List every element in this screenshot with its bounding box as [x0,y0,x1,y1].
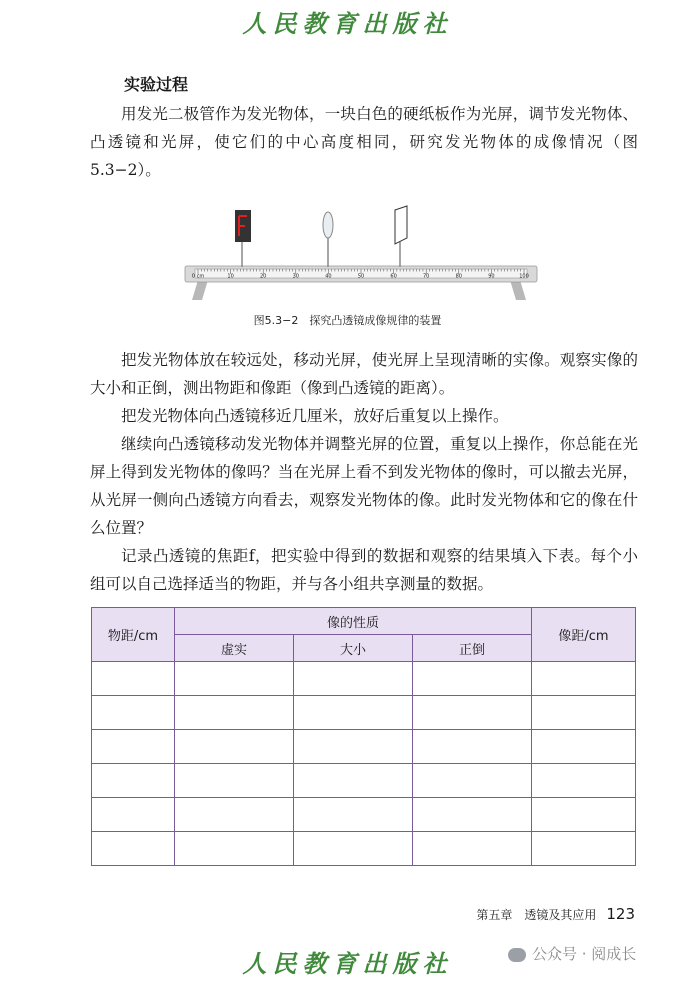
table-row [92,662,636,696]
header-image-distance: 像距/cm [532,608,636,662]
ruler-label: 90 [488,273,495,280]
table-cell [294,696,413,730]
paragraph-step3: 继续向凸透镜移动发光物体并调整光屏的位置，重复以上操作，你总能在光屏上得到发光物体的像吗？当在光屏上看不到发光物体的像时，可以撤去光屏，从光屏一侧向凸透镜方向看去，观察发光物体的像。此时发光物体和它的像在什么位置？ [90,435,638,537]
table-cell [175,764,294,798]
table-cell [413,764,532,798]
table-cell [294,730,413,764]
publisher-logo-top: 人民教育出版社 [242,9,453,38]
page-number: 123 [606,905,635,923]
header-object-distance: 物距/cm [92,608,175,662]
bench-right-leg [510,280,526,300]
table-cell [532,764,636,798]
table-cell [175,798,294,832]
table-cell [92,832,175,866]
figure-caption: 图5.3−2 探究凸透镜成像规律的装置 [253,314,442,327]
light-screen [395,206,407,244]
table-cell [532,662,636,696]
table-cell [294,662,413,696]
ruler-label: 40 [325,273,332,280]
chapter-title: 第五章 透镜及其应用 [476,908,597,922]
table-cell [532,798,636,832]
table-cell [413,696,532,730]
table-cell [175,832,294,866]
table-cell [532,832,636,866]
paragraph-step1: 把发光物体放在较远处，移动光屏，使光屏上呈现清晰的实像。观察实像的大小和正倒，测出物距和像距（像到凸透镜的距离）。 [90,351,638,397]
table-cell [532,730,636,764]
table-cell [294,764,413,798]
ruler-label: 70 [423,273,430,280]
watermark-text: 公众号 · 阅成长 [532,945,637,963]
table-cell [413,730,532,764]
table-cell [92,730,175,764]
paragraph-step4: 记录凸透镜的焦距f，把实验中得到的数据和观察的结果填入下表。每个小组可以自己选择适当的物距，并与各小组共享测量的数据。 [90,547,638,593]
table-cell [532,696,636,730]
ruler-label: 100 [519,273,529,280]
table-row [92,798,636,832]
ruler-label: 0 cm [191,273,205,280]
ruler-label: 30 [292,273,299,280]
table-row [92,696,636,730]
table-cell [92,764,175,798]
wechat-icon [508,948,526,962]
table-cell [175,730,294,764]
ruler-label: 50 [357,273,365,280]
table-row [92,832,636,866]
table-cell [294,832,413,866]
header-size: 大小 [294,635,413,662]
ruler-label: 20 [260,273,267,280]
header-image-properties: 像的性质 [175,608,532,635]
header-orientation: 正倒 [413,635,532,662]
table-cell [92,798,175,832]
table-row [92,764,636,798]
ruler-label: 10 [227,273,234,280]
paragraph-setup: 用发光二极管作为发光物体，一块白色的硬纸板作为光屏，调节发光物体、凸透镜和光屏，使它们的中心高度相同，研究发光物体的成像情况（图5.3−2）。 [90,105,638,179]
ruler-label: 80 [455,273,462,280]
header-real-virtual: 虚实 [175,635,294,662]
page-footer [476,905,635,923]
table-cell [92,662,175,696]
table-cell [413,832,532,866]
data-record-table [91,607,636,866]
table-row [92,730,636,764]
table-cell [92,696,175,730]
bench-left-leg [192,280,208,300]
optical-bench-figure [180,200,540,310]
watermark [508,943,636,964]
table-cell [175,662,294,696]
table-cell [413,662,532,696]
table-cell [175,696,294,730]
table-cell [413,798,532,832]
ruler-label: 60 [390,273,397,280]
paragraph-step2: 把发光物体向凸透镜移近几厘米，放好后重复以上操作。 [121,407,509,425]
table-cell [294,798,413,832]
section-heading: 实验过程 [124,75,189,94]
publisher-logo-bottom: 人民教育出版社 [242,949,453,978]
convex-lens [323,212,333,238]
